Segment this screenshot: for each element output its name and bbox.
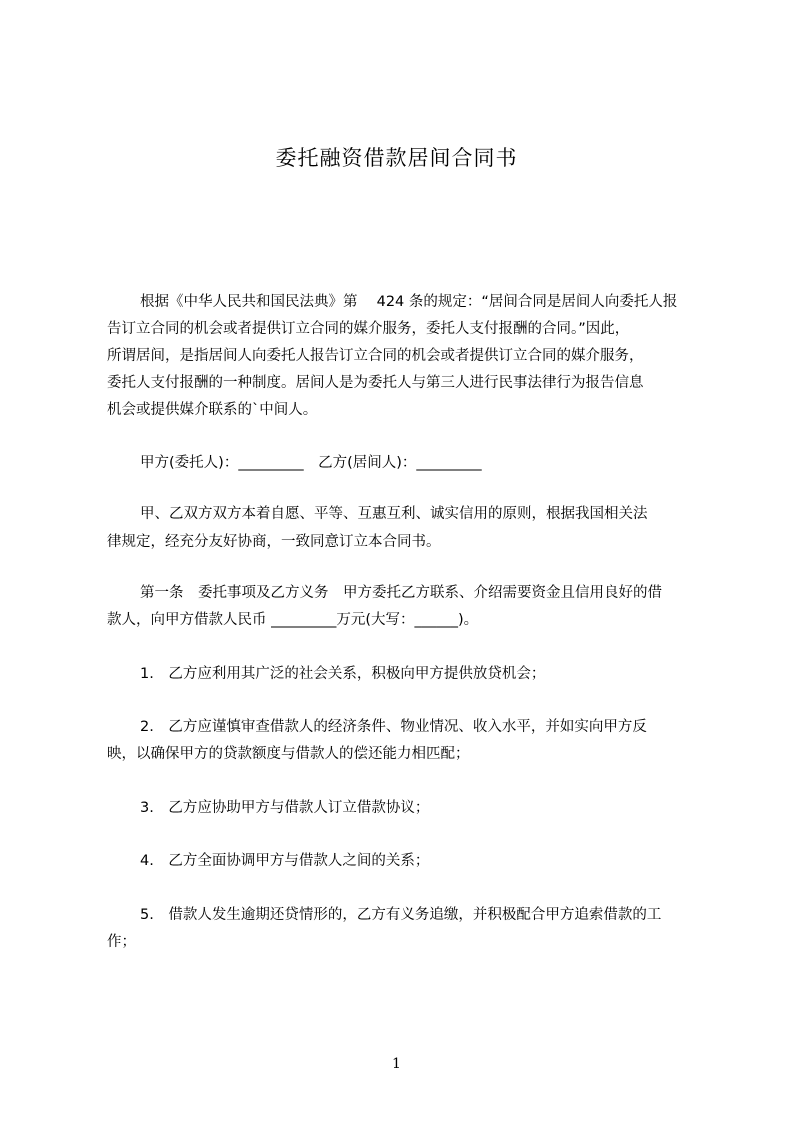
article-1-line-1: 第一条 委托事项及乙方义务 甲方委托乙方联系、介绍需要资金且信用良好的借 [140,585,662,601]
paragraph-1-line-1: 根据《中华人民共和国民法典》第 424 条的规定：“居间合同是居间人向委托人报 [140,294,678,310]
list-item-4: 4. 乙方全面协调甲方与借款人之间的关系； [140,853,430,869]
parties-line: 甲方(委托人)：_________ 乙方(居间人)：_________ [140,455,482,471]
document-title: 委托融资借款居间合同书 [275,146,518,170]
article-1-line-2: 款人，向甲方借款人民币 _________万元(大写：______)。 [107,612,479,628]
paragraph-1-line-4: 委托人支付报酬的一种制度。居间人是为委托人与第三人进行民事法律行为报告信息 [107,375,644,391]
list-item-1: 1. 乙方应利用其广泛的社会关系，积极向甲方提供放贷机会； [140,666,546,682]
list-item-5-line-2: 作； [107,934,136,950]
paragraph-2-line-2: 律规定，经充分友好协商，一致同意订立本合同书。 [107,534,441,550]
list-item-5-line-1: 5. 借款人发生逾期还贷情形的，乙方有义务追缴，并积极配合甲方追索借款的工 [140,907,662,923]
list-item-3: 3. 乙方应协助甲方与借款人订立借款协议； [140,800,430,816]
paragraph-2-line-1: 甲、乙双方双方本着自愿、平等、互惠互利、诚实信用的原则，根据我国相关法 [140,506,648,522]
list-item-2-line-1: 2. 乙方应谨慎审查借款人的经济条件、物业情况、收入水平，并如实向甲方反 [140,719,647,735]
page-number: 1 [392,1056,401,1072]
list-item-2-line-2: 映，以确保甲方的贷款额度与借款人的偿还能力相匹配； [107,746,470,762]
paragraph-1-line-5: 机会或提供媒介联系的`中间人。 [107,402,318,418]
paragraph-1-line-2: 告订立合同的机会或者提供订立合同的媒介服务，委托人支付报酬的合同。”因此， [107,321,630,337]
paragraph-1-line-3: 所谓居间，是指居间人向委托人报告订立合同的机会或者提供订立合同的媒介服务， [107,348,644,364]
